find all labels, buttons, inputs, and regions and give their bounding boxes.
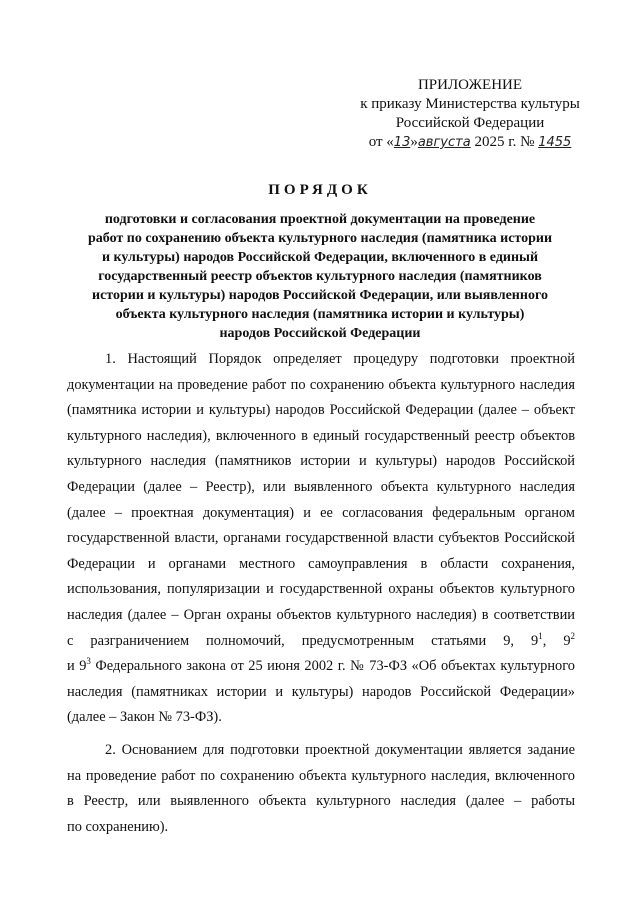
superscript: 2: [570, 630, 576, 641]
appendix-org: Российской Федерации: [395, 115, 545, 131]
paragraph-2: [67, 738, 575, 840]
document-subtitle: [80, 210, 560, 343]
appendix-date-line: [352, 133, 588, 152]
subtitle-line: работ по сохранению объекта культурного наследия (памятника истории: [87, 231, 553, 246]
appendix-label: ПРИЛОЖЕНИЕ: [417, 77, 523, 93]
text-run: с разграничением полномочий, предусмотренным статьями 9, 9: [67, 632, 539, 649]
text-run: , 9: [542, 632, 571, 649]
text-run: и 9: [67, 658, 87, 675]
superscript: 1: [538, 630, 543, 641]
subtitle-line: и культуры) народов Российской Федерации, включенного в единый: [101, 250, 539, 265]
date-day-handwritten: 13: [393, 135, 411, 150]
paragraph-line: наследия (далее – Орган охраны объектов культурного наследия) в соответствии: [67, 606, 575, 623]
paragraph-line: культурного наследия), включенного в единый государственный реестр объектов: [67, 427, 575, 444]
subtitle-line: народов Российской Федерации: [219, 326, 421, 341]
subtitle-line: государственный реестр объектов культурного наследия (памятников: [98, 269, 542, 284]
paragraph-line: 2. Основанием для подготовки проектной документации является задание: [105, 741, 575, 758]
paragraph-line: (далее – Закон № 73-ФЗ).: [67, 709, 222, 726]
date-prefix: от «: [368, 134, 394, 150]
paragraph-line: Федерации и органами местного самоуправления в области сохранения,: [67, 555, 575, 572]
paragraph-line: (далее – проектная документация) и ее согласования федеральным органом: [67, 504, 575, 521]
date-year: 2025 г. №: [470, 134, 539, 150]
paragraph-line: 1. Настоящий Порядок определяет процедуру подготовки проектной: [105, 351, 575, 367]
paragraph-line: наследия (памятниках истории и культуры) народов Российской Федерации»: [67, 683, 575, 700]
paragraph-line: документации на проведение работ по сохранению объекта культурного наследия: [67, 376, 575, 393]
document-body: [67, 347, 575, 840]
paragraph-line: [67, 629, 575, 655]
subtitle-line: объекта культурного наследия (памятника истории и культуры): [115, 307, 525, 322]
text-run: Федерального закона от 25 июня 2002 г. № 73-ФЗ «Об объектах культурного: [90, 658, 575, 675]
date-mid: »: [410, 134, 418, 150]
subtitle-line: истории и культуры) народов Российской Федерации, или выявленного: [92, 288, 548, 303]
paragraph-line: [67, 654, 575, 680]
paragraph-line: Федерации (далее – Реестр), или выявленного объекта культурного наследия: [67, 478, 575, 495]
paragraph-line: государственной власти, органами государственной власти субъектов Российской: [67, 530, 575, 547]
paragraph-line: культурного наследия (памятников истории и культуры) народов Российской: [67, 453, 575, 470]
paragraph-1: [67, 347, 575, 731]
superscript: 3: [86, 656, 91, 667]
paragraph-line: (памятника истории и культуры) народов Российской Федерации (далее – объект: [67, 402, 575, 419]
document-title: ПОРЯДОК: [268, 182, 372, 198]
paragraph-line: в Реестр, или выявленного объекта культурного наследия (далее – работы: [67, 793, 575, 810]
subtitle-line: подготовки и согласования проектной документации на проведение: [104, 212, 536, 227]
appendix-block: [352, 76, 588, 152]
paragraph-line: использования, популяризации и государственной охраны объектов культурного: [67, 581, 575, 598]
date-month-handwritten: августа: [417, 135, 471, 150]
paragraph-line: на проведение работ по сохранению объекта культурного наследия, включенного: [67, 767, 575, 784]
appendix-order-ref: к приказу Министерства культуры: [360, 96, 580, 112]
paragraph-line: по сохранению).: [67, 818, 169, 835]
order-number-handwritten: 1455: [538, 135, 572, 150]
